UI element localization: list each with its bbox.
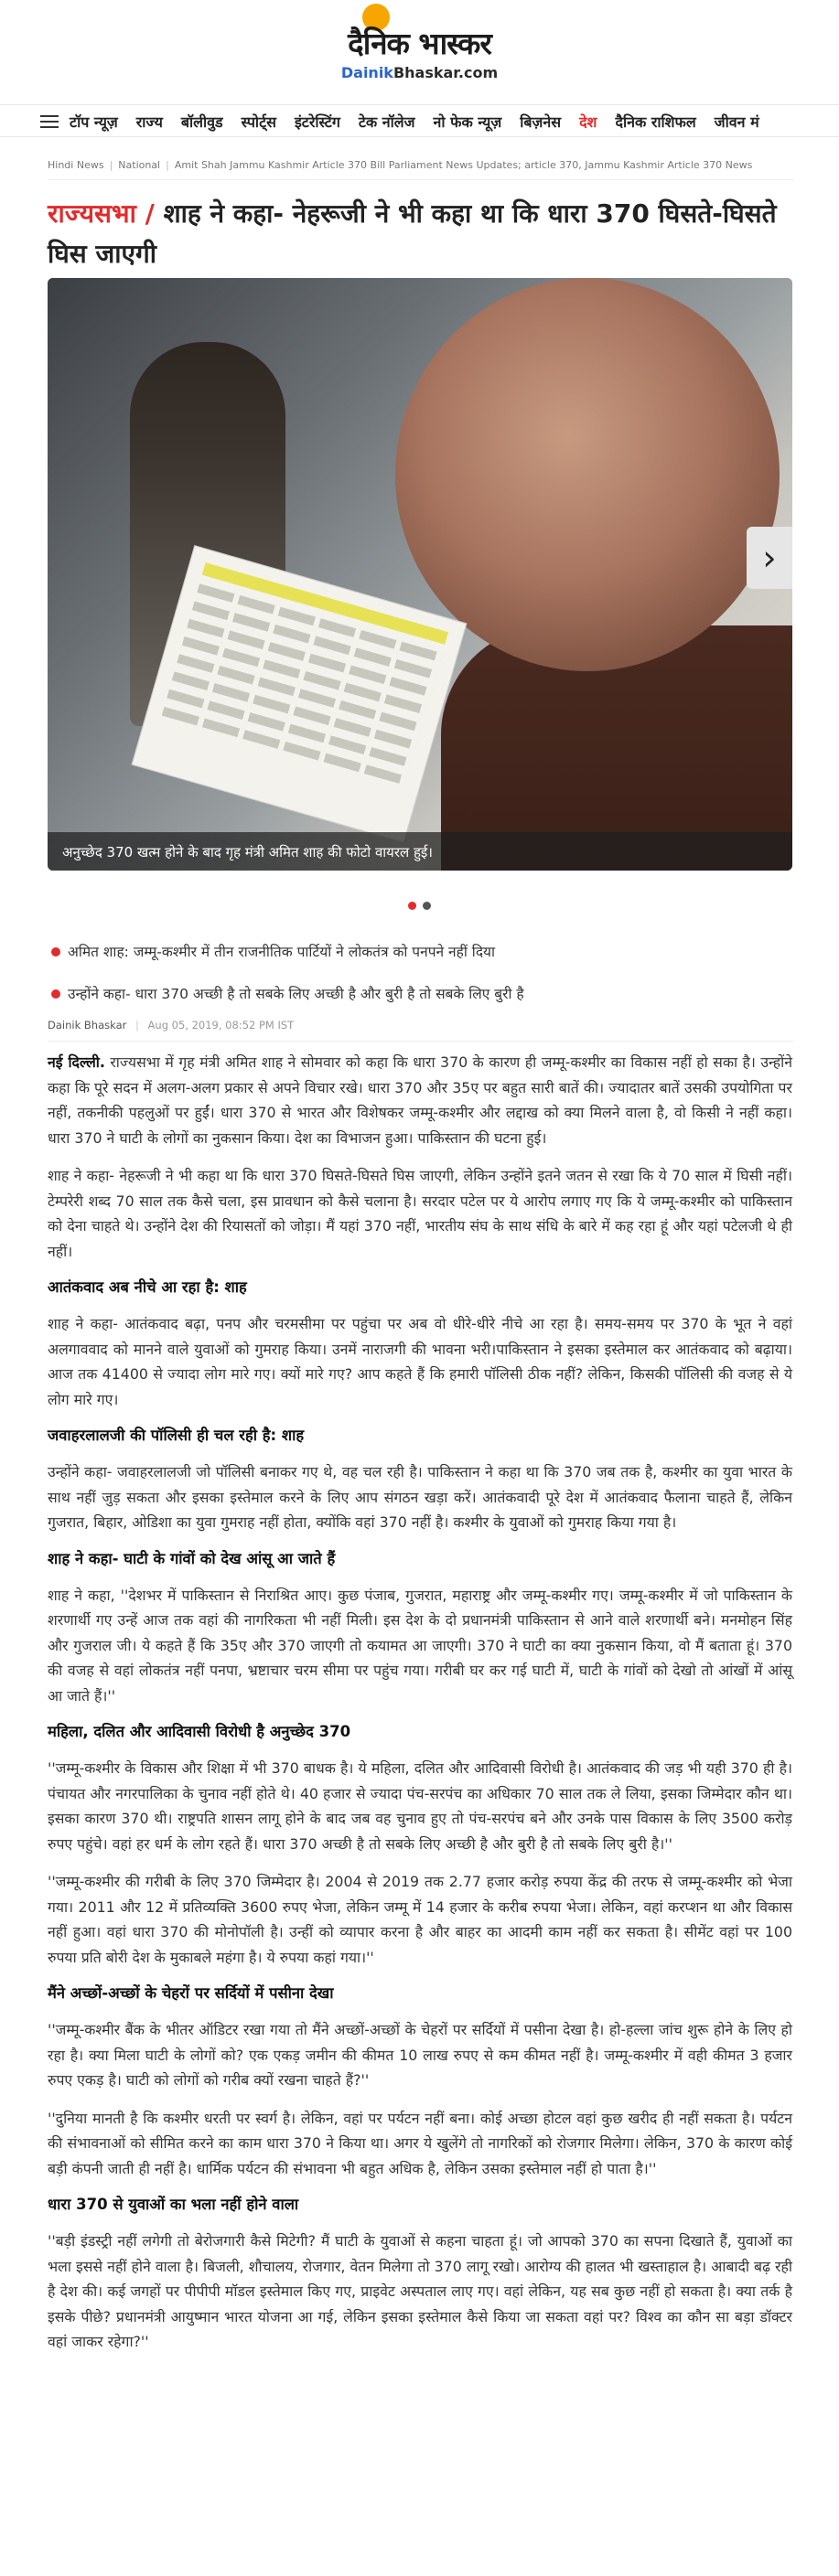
- chevron-right-icon[interactable]: ›: [747, 527, 792, 589]
- article-paragraph: ''बड़ी इंडस्ट्री नहीं लगेगी तो बेरोजगारी कैसे मिटेगी? मैं घाटी के युवाओं से कहना चाहता हूं। जो आपको 370 का सपना दिखाते हैं, युवाओं का भला इससे नहीं होने वाला है। बिजली, शौचालय, रोजगार, वेतन मिलेगा तो 370 लागू रखो। आरोग्य की हालत भी खस्ताहाल है। आबादी बढ़ रही है देश की। कई जगहों पर पीपीपी मॉडल इस्तेमाल किए गए, प्राइवेट अस्पताल लाए गए। वहां लेकिन, यह सब कुछ नहीं हो सकता है। क्या तर्क है इसके पीछे? प्रधानमंत्री आयुष्मान भारत योजना आ गई, लेकिन इसका इस्तेमाल कैसे किया जा सकता वहां पर? विश्व का कौन सा बड़ा डॉक्टर वहां जाकर रहेगा?'': [48, 2232, 792, 2350]
- nav-items: [70, 105, 778, 137]
- article-headline: शाह ने कहा- नेहरूजी ने भी कहा था कि धारा 370 घिसते-घिसते घिस जाएगी: [48, 198, 777, 269]
- article-title: [48, 194, 798, 274]
- nav-item-bollywood[interactable]: बॉलीवुड: [180, 113, 223, 131]
- article-paragraph: ''जम्मू-कश्मीर की गरीबी के लिए 370 जिम्मेदार है। 2004 से 2019 तक 2.77 हजार करोड़ रुपया केंद्र की तरफ से जम्मू-कश्मीर को भेजा गया। 2011 और 12 में प्रतिव्यक्ति 3600 रुपए भेजा, लेकिन जम्मू में 14 हजार के करीब रुपया भेजा। लेकिन, वहां करप्शन था और विकास नहीं हुआ। वहां धारा 370 की मोनोपॉली है। उन्हीं को व्यापार करना है और बाहर का आदमी काम नहीं कर सकता है। सीमेंट वहां पर 100 रुपया प्रति बोरी देश के मुकाबले महंगा है। ये रुपया कहां गया।'': [48, 1873, 792, 1966]
- nav-item-states[interactable]: राज्य: [135, 113, 163, 131]
- article-paragraph: शाह ने कहा, ''देशभर में पाकिस्तान से निराश्रित आए। कुछ पंजाब, गुजरात, महाराष्ट्र और जम्मू-कश्मीर गए। जम्मू-कश्मीर में जो पाकिस्तान के शरणार्थी गए उन्हें आज तक वहां की नागरिकता भी नहीं मिली। इस देश के दो प्रधानमंत्री पाकिस्तान से आने वाले शरणार्थी बने। मनमोहन सिंह और गुजराल जी। ये कहते हैं कि 35ए और 370 जाएगी तो कयामत आ जाएगी। 370 ने घाटी का क्या नुकसान किया, वो मैं बताता हूं। 370 की वजह से वहां लोकतंत्र नहीं पनपा, भ्रष्टाचार चरम सीमा पर पहुंच गया। गरीबी घर कर गई घाटी में, घाटी के गांवों को देखो तो आंखों में आंसू आ जाते हैं।'': [48, 1586, 792, 1705]
- bullet-icon: [51, 989, 60, 999]
- logo-wordmark: दैनिक भास्कर: [348, 26, 491, 61]
- article-body: [48, 1050, 792, 2368]
- breadcrumb-separator: |: [166, 159, 169, 171]
- article-highlights: [48, 942, 798, 1026]
- divider: [48, 1041, 793, 1042]
- highlight-text: अमित शाह: जम्मू-कश्मीर में तीन राजनीतिक पार्टियों ने लोकतंत्र को पनपने नहीं दिया: [68, 944, 496, 960]
- photo-subject-head: [395, 278, 780, 671]
- image-caption: अनुच्छेद 370 खत्म होने के बाद गृह मंत्री अमित शाह की फोटो वायरल हुई।: [48, 832, 792, 871]
- byline-separator: |: [135, 1019, 139, 1031]
- article-source: Dainik Bhaskar: [48, 1019, 127, 1031]
- paragraph-text: राज्यसभा में गृह मंत्री अमित शाह ने सोमवार को कहा कि धारा 370 के कारण ही जम्मू-कश्मीर का विकास नहीं हो सका है। उन्होंने कहा कि पूरे सदन में अलग-अलग प्रकार से अपने विचार रखे। धारा 370 और 35ए पर बहुत सारी बातें की। ज्यादातर बातें उसकी उपयोगिता पर नहीं, तकनीकी पहलुओं पर हुईं। धारा 370 से भारत और विशेषकर जम्मू-कश्मीर और लद्दाख को क्या मिलने वाला है, वो किसी ने नहीं कहा। धारा 370 ने घाटी के लोगों का नुकसान किया। देश का विभाजन हुआ। पाकिस्तान की घटना हुई।: [48, 1053, 792, 1147]
- nav-item-top-news[interactable]: टॉप न्यूज़: [70, 113, 118, 131]
- divider: [48, 179, 793, 180]
- article-subheading: शाह ने कहा- घाटी के गांवों को देख आंसू आ जाते हैं: [48, 1549, 336, 1567]
- article-subheading: मैंने अच्छों-अच्छों के चेहरों पर सर्दियों में पसीना देखा: [48, 1984, 334, 2002]
- breadcrumb: [48, 159, 752, 171]
- article-paragraph: ''दुनिया मानती है कि कश्मीर धरती पर स्वर्ग है। लेकिन, वहां पर पर्यटन नहीं बना। कोई अच्छा होटल वहां कुछ खरीद ही नहीं सकता है। पर्यटन की संभावनाओं को सीमित करने का काम धारा 370 ने किया था। अगर ये खुलेंगे तो नागरिकों को रोजगार मिलेगा। लेकिन, 370 के कारण कोई बड़ी कंपनी जाती ही नहीं है। धार्मिक पर्यटन की संभावना भी बहुत अधिक है, लेकिन उसका इस्तेमाल नहीं हो पाता है।'': [48, 2109, 792, 2177]
- nav-item-tech[interactable]: टेक नॉलेज: [358, 113, 415, 131]
- highlight-item: [48, 942, 798, 962]
- logo-domain-rest: Bhaskar.com: [393, 64, 499, 81]
- site-header: [0, 0, 839, 88]
- nav-item-business[interactable]: बिज़नेस: [520, 113, 562, 131]
- logo-domain: [0, 64, 839, 81]
- article-paragraph: शाह ने कहा- आतंकवाद बढ़ा, पनप और चरमसीमा पर पहुंचा पर अब वो धीरे-धीरे नीचे आ रहा है। समय-समय पर 370 के भूत ने वहां अलगाववाद को मानने वाले युवाओं को गुमराह किया। उनमें नाराजगी की भावना भरी।पाकिस्तान ने इसका इस्तेमाल कर आतंकवाद को बढ़ाया। आज तक 41400 से ज्यादा लोग मारे गए। क्यों मारे गए? आप कहते हैं कि हमारी पॉलिसी ठीक नहीं? लेकिन, किसकी पॉलिसी की वजह से ये लोग मारे गए।: [48, 1315, 792, 1408]
- highlight-item: [48, 984, 798, 1004]
- image-slider[interactable]: [48, 278, 792, 871]
- highlight-text: उन्होंने कहा- धारा 370 अच्छी है तो सबके लिए अच्छी है और बुरी है तो सबके लिए बुरी है: [68, 986, 524, 1002]
- article-subheading: आतंकवाद अब नीचे आ रहा है: शाह: [48, 1278, 247, 1296]
- article-subheading: महिला, दलित और आदिवासी विरोधी है अनुच्छेद 370: [48, 1723, 351, 1740]
- nav-item-lifestyle[interactable]: जीवन मं: [714, 113, 759, 131]
- breadcrumb-section[interactable]: National: [118, 159, 161, 171]
- main-nav: [0, 104, 839, 137]
- slider-dot-active[interactable]: [408, 902, 416, 910]
- slider-dots: [408, 902, 437, 910]
- nav-item-interesting[interactable]: इंटरेस्टिंग: [294, 113, 340, 131]
- breadcrumb-current: Amit Shah Jammu Kashmir Article 370 Bill Parliament News Updates; article 370, Jammu Kashmir Article 370 News: [174, 159, 753, 171]
- article-category[interactable]: राज्यसभा /: [48, 198, 155, 229]
- nav-item-country[interactable]: देश: [579, 113, 597, 131]
- dateline: नई दिल्ली.: [48, 1053, 105, 1071]
- article-paragraph: ''जम्मू-कश्मीर बैंक के भीतर ऑडिटर रखा गया तो मैंने अच्छों-अच्छों के चेहरों पर सर्दियों में पसीना देखा है। हो-हल्ला जांच शुरू होने के लिए हो रहा है। क्या मिला घाटी के लोगों को? एक एकड़ जमीन की कीमत 10 लाख रुपए से कम कीमत नहीं है। जम्मू-कश्मीर में वही कीमत 3 हजार रुपए एकड़ है। घाटी को लोगों को गरीब क्यों रखना चाहते हैं?'': [48, 2021, 792, 2089]
- article-subheading: जवाहरलालजी की पॉलिसी ही चल रही है: शाह: [48, 1427, 305, 1444]
- logo-domain-prefix: Dainik: [340, 64, 393, 81]
- article-byline: [48, 1019, 294, 1031]
- article-subheading: धारा 370 से युवाओं का भला नहीं होने वाला: [48, 2196, 299, 2213]
- article-paragraph: शाह ने कहा- नेहरूजी ने भी कहा था कि धारा 370 घिसते-घिसते घिस जाएगी, लेकिन उन्होंने इतने जतन से रखा कि ये 70 साल में घिसी नहीं। टेम्परेरी शब्द 70 साल तक कैसे चला, इस प्रावधान को कैसे चलाना है। सरदार पटेल पर ये आरोप लगाए गए कि ये जम्मू-कश्मीर को पाकिस्तान को देना चाहते थे। उन्होंने देश की रियासतों को जोड़ा। मैं यहां 370 नहीं, भारतीय संघ के साथ संधि के बारे में कह रहा हूं और यहां पटेलजी थे ही नहीं।: [48, 1167, 792, 1260]
- slider-dot[interactable]: [423, 902, 431, 910]
- article-date: Aug 05, 2019, 08:52 PM IST: [147, 1019, 295, 1031]
- article-paragraph: ''जम्मू-कश्मीर के विकास और शिक्षा में भी 370 बाधक है। ये महिला, दलित और आदिवासी विरोधी है। आतंकवाद की जड़ भी यही 370 ही है। पंचायत और नगरपालिका के चुनाव नहीं होते थे। 40 हजार से ज्यादा पंच-सरपंच का अधिकार 70 साल तक ले लिया, इसका जिम्मेदार कौन था। इसका कारण 370 थी। राष्ट्रपति शासन लागू होने के बाद जब वह चुनाव हुए तो पंच-सरपंच बने और उनके पास विकास के लिए 3500 करोड़ रुपए पहुंचे। वहां हर धर्म के लोग रहते हैं। धारा 370 अच्छी है तो सबके लिए अच्छी है और बुरी है तो सबके लिए बुरी है।'': [48, 1759, 792, 1853]
- nav-item-sports[interactable]: स्पोर्ट्स: [241, 113, 276, 131]
- nav-item-no-fake-news[interactable]: नो फेक न्यूज़: [433, 113, 502, 131]
- nav-item-horoscope[interactable]: दैनिक राशिफल: [615, 113, 696, 131]
- article-paragraph: [48, 1050, 792, 1150]
- article-paragraph: उन्होंने कहा- जवाहरलालजी जो पॉलिसी बनाकर गए थे, वह चल रही है। पाकिस्तान ने कहा था कि 370 जब तक है, कश्मीर का युवा भारत के साथ नहीं जुड़ सकता और इसका इस्तेमाल करने के लिए आप संगठन खड़ा करें। आतंकवादी पूरे देश में आतंकवाद फैलाना चाहते हैं, लेकिन गुजरात, बिहार, ओडिशा का युवा गुमराह नहीं होता, क्योंकि वहां 370 नहीं है। कश्मीर के युवाओं को गुमराह किया गया है।: [48, 1463, 792, 1531]
- hamburger-menu-icon[interactable]: [40, 115, 59, 128]
- breadcrumb-separator: |: [109, 159, 113, 171]
- breadcrumb-home[interactable]: Hindi News: [48, 159, 104, 171]
- bullet-icon: [51, 947, 60, 957]
